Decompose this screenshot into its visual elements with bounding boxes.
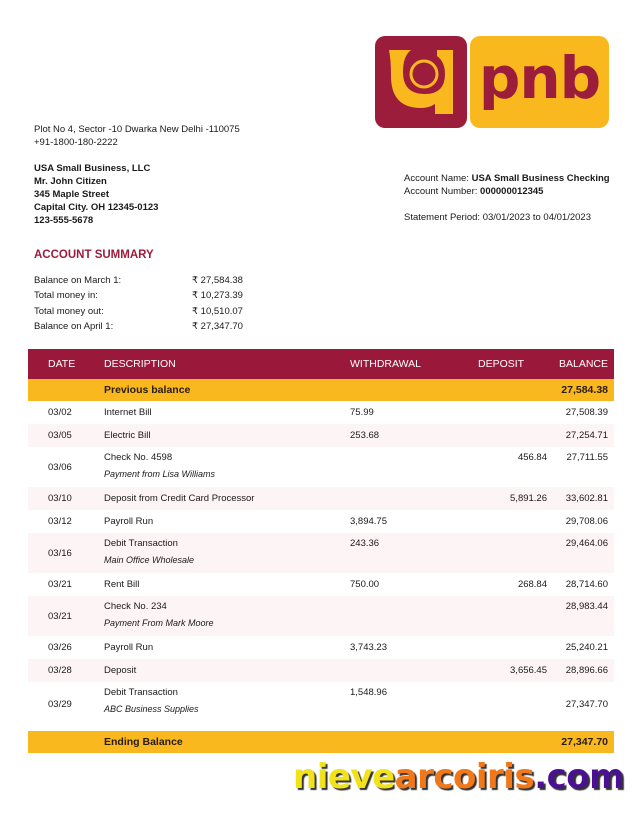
pnb-emblem-icon (375, 36, 467, 128)
summary-row: Balance on March 1: ₹ 27,584.38 (34, 275, 243, 287)
bank-address: Plot No 4, Sector -10 Dwarka New Delhi -110075 (34, 124, 240, 135)
table-row: 03/26 Payroll Run 3,743.23 25,240.21 (48, 642, 608, 653)
table-row: 03/21 Check No. 234 Payment From Mark Moore 28,983.44 (28, 596, 614, 636)
table-row: 03/10 Deposit from Credit Card Processor 5,891.26 33,602.81 (28, 487, 614, 510)
pnb-wordmark: pnb (470, 36, 609, 128)
header-deposit: DEPOSIT (478, 358, 525, 370)
customer-name: Mr. John Citizen (34, 176, 107, 187)
account-name: Account Name: USA Small Business Checking (404, 173, 610, 184)
customer-address-block (34, 162, 158, 227)
table-row: 03/16 Debit Transaction Main Office Wholesale 243.36 29,464.06 (28, 533, 614, 573)
summary-row: Balance on April 1: ₹ 27,347.70 (34, 321, 243, 333)
header-balance: BALANCE (558, 358, 608, 370)
account-summary (34, 273, 272, 334)
customer-company: USA Small Business, LLC (34, 163, 151, 174)
bank-address-block (34, 123, 240, 149)
header-withdrawal: WITHDRAWAL (350, 358, 421, 370)
bank-phone: +91-1800-180-2222 (34, 137, 118, 148)
customer-street: 345 Maple Street (34, 189, 109, 200)
ending-balance-row: Ending Balance 27,347.70 (28, 731, 614, 753)
summary-row: Total money out: ₹ 10,510.07 (34, 305, 243, 317)
summary-row: Total money in: ₹ 10,273.39 (34, 290, 243, 302)
header-date: DATE (48, 358, 76, 370)
watermark-text: nievearcoiris.com (293, 757, 625, 797)
header-description: DESCRIPTION (104, 358, 176, 370)
table-row: 03/02 Internet Bill 75.99 27,508.39 (48, 407, 608, 418)
table-row: 03/29 Debit Transaction ABC Business Supplies 1,548.96 27,347.70 (48, 687, 608, 714)
account-summary-title: ACCOUNT SUMMARY (34, 249, 154, 261)
previous-balance-row: Previous balance 27,584.38 (28, 379, 614, 401)
account-info-block (404, 172, 610, 224)
table-row: 03/05 Electric Bill 253.68 27,254.71 (28, 424, 614, 447)
table-row: 03/06 Check No. 4598 Payment from Lisa Williams 456.84 27,711.55 (48, 452, 608, 479)
customer-phone: 123-555-5678 (34, 215, 94, 226)
pnb-logo (375, 36, 609, 128)
statement-period: Statement Period: 03/01/2023 to 04/01/2023 (404, 212, 591, 223)
transactions-table (28, 349, 614, 753)
account-number: Account Number: 000000012345 (404, 186, 544, 197)
customer-city: Capital City. OH 12345-0123 (34, 202, 159, 213)
table-header (28, 349, 614, 379)
table-row: 03/21 Rent Bill 750.00 268.84 28,714.60 (48, 579, 608, 590)
table-row: 03/12 Payroll Run 3,894.75 29,708.06 (48, 516, 608, 527)
table-row: 03/28 Deposit 3,656.45 28,896.66 (28, 659, 614, 682)
